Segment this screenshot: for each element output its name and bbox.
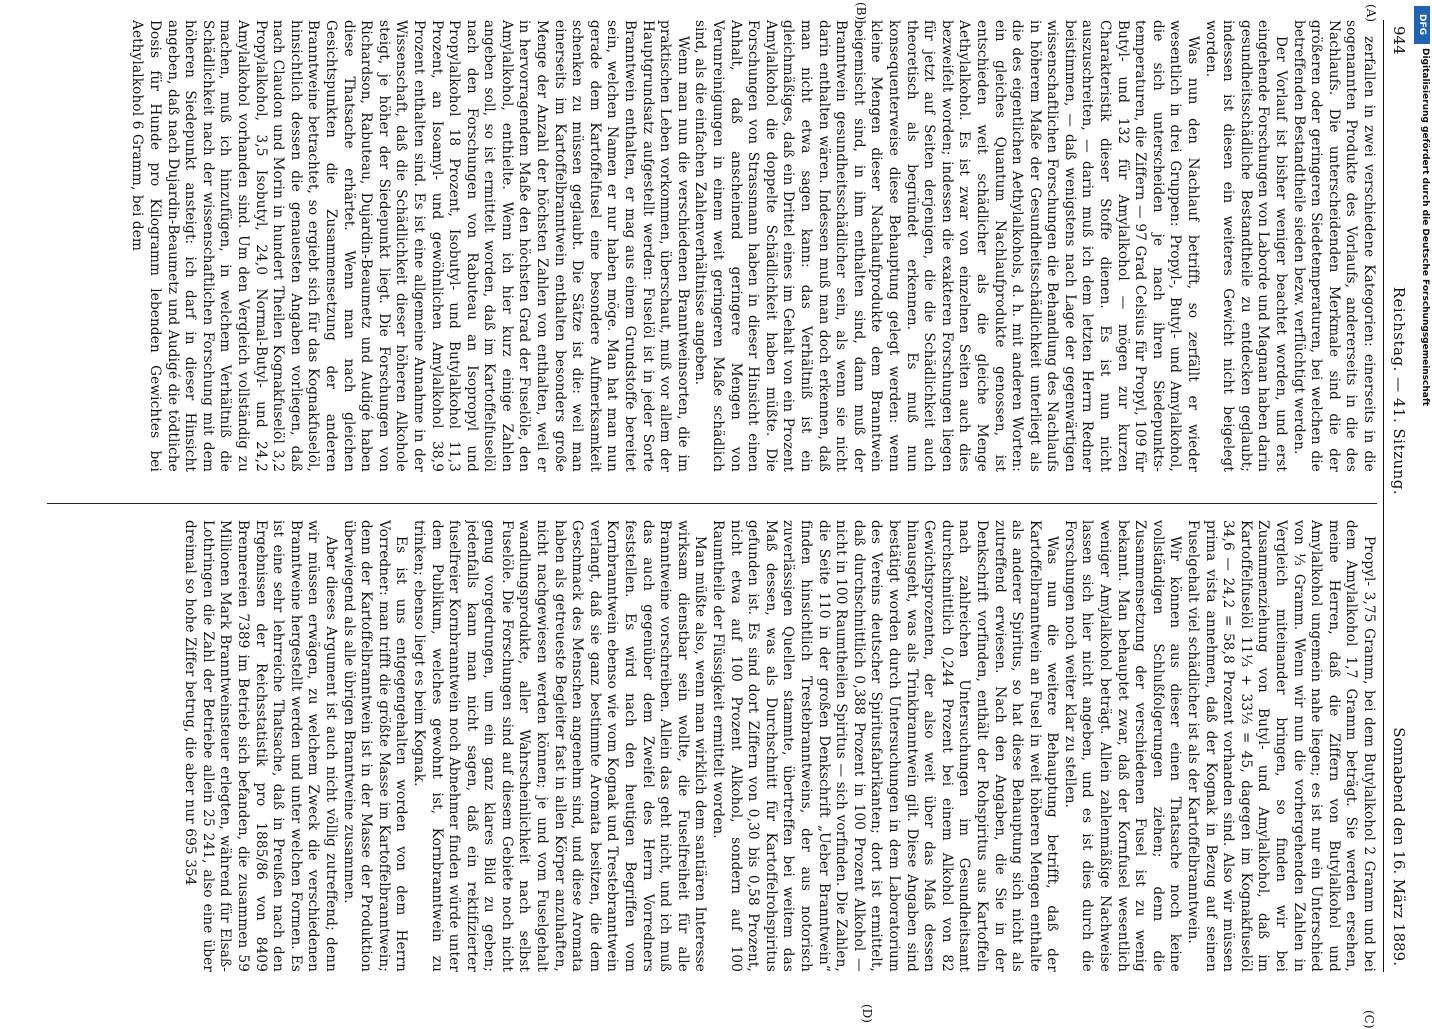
paragraph: Wenn man nun die verschiedenen Branntweinsorten, die im praktischen Leben vorkommen, überschaut, muß vor allem der Hauptgrundsatz aufgestellt werden: Fuselöl ist in jeder Sorte Branntwein enthalten, er mag aus einem Grundstoffe bereitet sein, welchen Namen er nur haben möge. Man hat man nun gerade dem Kartoffelfusel eine besondere Aufmerksamkeit schenken zu müssen geglaubt. Die Sätze ist die: weil man einerseits im Kartoffelbranntwein enthalten besonders große Menge der Anzahl der höchsten Zahlen von enthalten, weil er in hervorragendem Maße den höchsten Grad der Fuselöle, den Amylalkohol, enthielte. Wenn ich hier kurz einige Zahlen angeben soll, so ist ermittelt worden, daß im Kartoffelfuselöl nach den Forschungen von Rabuteau an Isopropyl und Propylalkohol 18 Prozent, Isobutyl- und Butylalkohol 11,3 Prozent, an Isoamyl- und gewöhnlichen Amylalkohol 38,9 Prozent enthalten sind. Es ist eine allgemeine Annahme in der Wissenschaft, daß die Schädlichkeit dieser höheren Alkohole steigt, je höher der Siedepunkt liegt. Die Forschungen von Richardson, Rabuteau, Dujardin-Beaumetz und Audigé haben diese Thatsache erhärtet. Wenn man nach gleichen Gesichtspunkten die Zusammensetzung der anderen Branntweine betrachtet, so ergiebt sich für das Kognakfuselöl, hinsichtlich dessen die genauesten Angaben vorliegen, daß nach Claudon und Morin in hundert Theilen Kognakfuselöl 3,2 Propylalkohol, 3,5 Isobutyl, 24,0 Normal-Butyl- und 24,2 Amylalkohol vorhanden sind. Um den Vergleich vollständig zu machen, muß ich hinzufügen, in welchem Verhältniß die Schädlichkeit nach der wissenschaftlichen Forschung mit dem höheren Siedepunkt ansteigt: ich darf in dieser Hinsicht angeben, daß nach Dujardin-Beaumetz und Audigé die tödtliche Dosis für Hunde pro Kilogramm lebenden Gewichtes bei Aethylalkohol 6 Gramm, bei dem: [129, 20, 691, 472]
paragraph: Was nun den Nachlauf betrifft, so zerfällt er wieder wesentlich in drei Gruppen: Propyl-, Butyl- und Amylalkohol, die sich unterscheiden je nach ihren Siedepunkts-temperaturen, die Ziffern — 97 Grad Celsius für Propyl, 109 für Butyl- und 132 für Amylalkohol — mögen zur kurzen Charakteristik dieser Stoffe dienen. Es ist nun nicht auszuschreiten, — darin muß ich dem letzten Herrn Redner beistimmen, — daß wenigstens nach Lage der gegenwärtigen wissenschaftlichen Forschungen die Behandlung des Nachlaufs in höherem Maße der Gesundheitsschädlichkeit unterliegt als die des eigentlichen Aethylalkohols, d. h. mit anderen Worten: ein gleiches Quantum Nachlaufprodukte genossen, ist entschieden weit schädlicher als die gleiche Menge Aethylalkohol. Es ist zwar von einzelnen Seiten auch dies bezweifelt worden; indessen die exakteren Forschungen liegen für jetzt auf Seiten derjenigen, die die Schädlichkeit auch theoretisch als begründet erkennen. Es muß nun konsequenterweise diese Behauptung gelegt werden: wenn kleine Mengen dieser Nachlaufprodukte dem Branntwein beigemischt sind, in ihm enthalten sind, dann muß der Branntwein gesundheitsschädlicher sein, als wenn sie nicht darin enthalten wären. Indessen muß man doch erkennen, daß man nicht etwa sagen kann: das Verhältniß ist ein gleichmäßiges, daß ein Drittel eines im Gehalt von ein Prozent Amylalkohol die doppelte Schädlichkeit haben müßte. Die Forschungen von Strassmann haben in dieser Hinsicht einen Anhalt, daß anscheinend geringere Mengen von Verunreinigungen in einem weit geringeren Maße schädlich sind, als die einfachen Zahlenverhältnisse angeben.: [692, 20, 1202, 472]
margin-marker-a: (A): [1364, 4, 1378, 23]
page-number: 944: [1390, 26, 1408, 55]
paragraph: Was nun die weitere Behauptung betrifft, daß der Kartoffelbranntwein an Fusel in weit höheren Mengen enthalte als anderer Spiritus, so hat diese Behauptung sich nicht als zutreffend erwiesen. Nach den Angaben, die Sie in der Denkschrift vorfinden, enthält der Rohspiritus aus Kartoffeln nach zahlreichen Untersuchungen im Gesundheitsamt durchschnittlich 0,244 Prozent bei einem Alkohol von 82 Gewichtsprozenten, der also weit über das Maß dessen hinausgeht, was als Trinkbranntwein gilt. Diese Angaben sind bestätigt worden durch Untersuchungen in dem Laboratorium des Vereins deutscher Spiritusfabrikanten; dort ist ermittelt, daß durchschnittlich 0,388 Prozent in 100 Prozent Alkohol — nicht in 100 Raumtheilen Spiritus — sich vorfinden. Die Zahlen, die Seite 110 in der großen Denkschrift „Ueber Branntwein“ finden hinsichtlich Trestebranntweins, der aus notorisch zuverlässigen Quellen stammte, übertreffen bei weitem das Maß dessen, was als Durchschnitt für Kartoffelrohspiritus gefunden ist. Es sind dort Ziffern von 0,30 bis 0,58 Prozent, nicht etwa auf 100 Prozent Alkohol, sondern auf 100 Raumtheile der Flüssigkeit ermittelt worden.: [710, 520, 1061, 972]
header-date: Sonnabend den 16. März 1889.: [1390, 727, 1408, 966]
paragraph: Es ist uns entgegengehalten worden von dem Herrn Vorredner: man trifft die größte Masse im Kartoffelbranntwein; denn der Kartoffelbranntwein ist in der Masse der Produktion überwiegend als alle übrigen Branntweine zusammen.: [340, 520, 410, 972]
right-column: [47, 520, 1377, 972]
paragraph: Wir können aus dieser einen Thatsache noch keine vollständigen Schlußfolgerungen ziehen; denn die Zusammensetzung der verschiedenen Fusel ist zu wenig bekannt. Man behauptet zwar, daß der Kornfusel wesentlich weniger Amylalkohol beträgt. Allein zahlenmäßige Nachweise lassen sich hier nicht angeben, und es ist dies durch die Forschungen noch weiter klar zu stellen.: [1061, 520, 1184, 972]
dfg-logo-icon: DFG: [1414, 6, 1430, 44]
paragraph: Propyl- 3,75 Gramm, bei dem Butylalkohol 2 Gramm und bei dem Amylalkohol 1,7 Gramm beträgt. Sie werden ersehen, meine Herren, daß die Ziffern von Butylalkohol und Amylalkohol ungemein nahe liegen; es ist nur ein Unterschied von ⅓ Gramm. Wenn wir nun die vorhergehenden Zahlen in Vergleich miteinander bringen, so finden wir bei Zusammenziehung von Butyl- und Amylalkohol, daß im Kartoffelfuselöl 11⅓ + 33⅓ = 45, dagegen im Kognakfuselöl 34,6 — 24,2 = 58,8 Prozent vorhanden sind. Also wir müssen prima vista annehmen, daß der Kognak in Bezug auf seinen Fuselgehalt viel schädlicher ist als der Kartoffelbranntwein.: [1185, 520, 1377, 972]
paragraph: Aber dieses Argument ist auch nicht völlig zutreffend; denn wir müssen erwägen, zu welchem Zweck die verschiedenen Branntweine hergestellt werden und unter welchen Formen. Es ist eine sehr lehrreiche Thatsache, daß in Preußen nach den Ergebnissen der Reichsstatistik pro 1885/86 von 8409 Brennereien 7389 im Betrieb sich befanden, die zusammen 59 Millionen Mark Branntweinsteuer erlegten, während für Elsaß-Lothringen die Zahl der Betriebe allein 25 241, also eine über dreimal so hohe Ziffer betrug, die aber nur 695 354: [182, 520, 339, 972]
paragraph: Der Vorlauf ist bisher weniger beachtet worden, und erst eingehende Forschungen von Laborde und Magnan haben darin gesundheitsschädliche Bestandtheile zu entdecken geglaubt; indessen ist diesen ein weiteres Gewicht nicht beigelegt worden.: [1202, 20, 1290, 472]
dfg-watermark-text: Digitalisierung gefördert durch die Deutsche Forschungsgemeinschaft: [1420, 48, 1430, 407]
dfg-watermark-strip: [1412, 0, 1432, 1000]
paragraph: zerfallen in zwei verschiedene Kategorien: einerseits in die sogenannten Produkte des Vorlaufs, andererseits in die des Nachlaufs. Die unterscheidenden Merkmale sind die der größeren oder geringeren Siedetemperaturen, bei welchen die betreffenden Bestandtheile sieden bezw. verflüchtigt werden.: [1290, 20, 1377, 472]
paragraph: Man müßte also, wenn man wirklich dem santiären Interesse wirksam dienstbar sein wollte, die Fuselfreiheit für alle Branntweine vorschreiben. Allein das geht nicht, und ich muß das auch gegenüber dem Zweifel des Herrn Vorredners feststellen. Es wird nach den heutigen Begriffen vom Kornbranntwein ebenso wie vom Kognak und Trestebranntwein verlangt, daß sie ganz bestimmte Aromata besitzen, die dem Geschmack des Menschen angenehm sind, und diese Aromata haben als getreueste Begleiter fast in allen Körper anzuhaften, nicht nachgewiesen werden können; je und vom Fuselgehalt wandlungsprodukte, aller Wahrscheinlichkeit nach selbst Fuselöle. Die Forschungen sind auf diesem Gebiete noch nicht genug vorgedrungen, um ein ganz klares Bild zu geben; jedenfalls kann man nicht sagen, daß ein rektifizierter fuselfreier Kornbranntwein noch Abnehmer finden würde unter dem Publikum, welches gewohnt ist, Kornbranntwein zu trinken; ebenso liegt es beim Kognak.: [410, 520, 709, 972]
column-divider: [47, 503, 1377, 504]
text-columns: [47, 2, 1378, 1029]
header-rule: [1383, 20, 1384, 972]
left-column: [47, 20, 1377, 472]
margin-marker-c: (C): [1362, 1010, 1376, 1029]
margin-marker-b: (B): [854, 2, 868, 21]
margin-marker-d: (D): [860, 1004, 874, 1023]
header-title: Reichstag. — 41. Sitzung.: [1390, 286, 1408, 496]
